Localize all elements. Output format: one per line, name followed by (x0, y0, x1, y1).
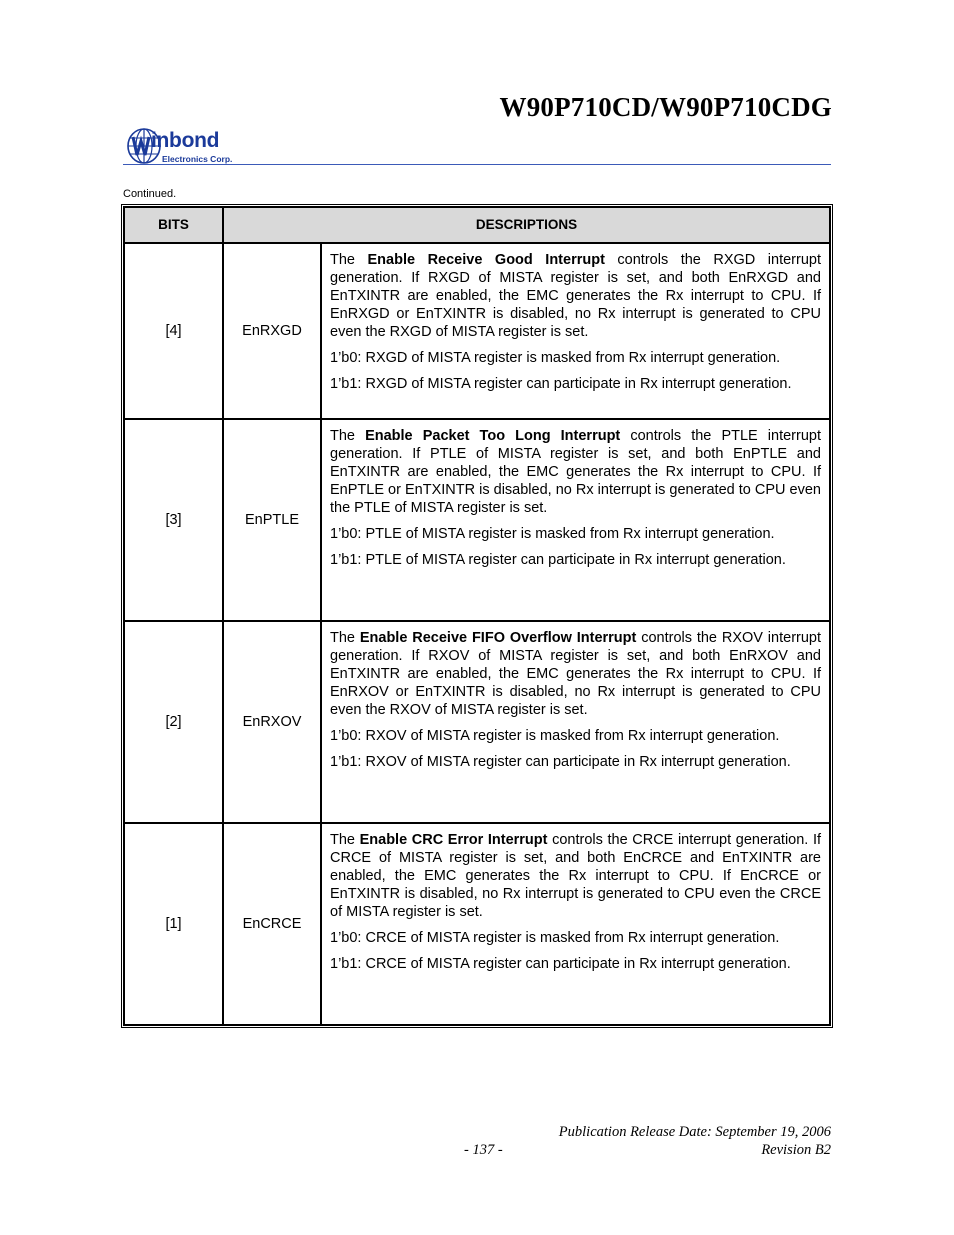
intro-bold: Enable Receive FIFO Overflow Interrupt (359, 630, 637, 646)
header-rule (123, 164, 831, 165)
table-header-row (124, 207, 830, 243)
field-description (321, 621, 830, 823)
value-0-description: 1’b0: CRCE of MISTA register is masked from Rx interrupt generation. (330, 930, 780, 946)
intro-prefix: The (330, 428, 366, 444)
bit-index: [1] (124, 823, 223, 1025)
document-title: W90P710CD/W90P710CDG (499, 92, 832, 122)
publication-date: Publication Release Date: September 19, 2006 (558, 1124, 831, 1140)
intro-rest: controls the PTLE interrupt generation. If PTLE of MISTA register is set, and both EnPTLE and EnTXINTR are enabled, the EMC generates the Rx interrupt to CPU. If EnPTLE or EnTXINTR is disabled, no Rx interrupt is generated to CPU even the PTLE of MISTA register is set. (330, 428, 822, 516)
field-name: EnRXGD (223, 243, 321, 419)
description-intro (330, 831, 821, 921)
logo-subtext: Electronics Corp. (162, 154, 233, 164)
table-row (124, 823, 830, 1025)
descriptions-header: DESCRIPTIONS (223, 207, 830, 243)
value-0-description: 1’b0: RXOV of MISTA register is masked from Rx interrupt generation. (330, 728, 780, 744)
description-intro (330, 251, 821, 341)
bits-header: BITS (124, 207, 223, 243)
value-1-description: 1’b1: CRCE of MISTA register can participate in Rx interrupt generation. (330, 956, 791, 972)
description-intro (330, 427, 821, 517)
bit-index: [4] (124, 243, 223, 419)
value-0-description: 1’b0: RXGD of MISTA register is masked from Rx interrupt generation. (330, 350, 781, 366)
field-name: EnCRCE (223, 823, 321, 1025)
value-1-description: 1’b1: RXGD of MISTA register can participate in Rx interrupt generation. (330, 376, 792, 392)
page-number: - 137 - (464, 1142, 503, 1158)
value-0-description: 1’b0: PTLE of MISTA register is masked from Rx interrupt generation. (330, 526, 775, 542)
field-description (321, 419, 830, 621)
description-intro (330, 629, 821, 719)
bit-index: [3] (124, 419, 223, 621)
field-name: EnRXOV (223, 621, 321, 823)
bit-index: [2] (124, 621, 223, 823)
intro-bold: Enable CRC Error Interrupt (359, 832, 548, 848)
value-1-description: 1’b1: RXOV of MISTA register can participate in Rx interrupt generation. (330, 754, 791, 770)
winbond-logo (127, 126, 257, 166)
field-name: EnPTLE (223, 419, 321, 621)
intro-prefix: The (330, 832, 360, 848)
intro-rest: controls the RXGD interrupt generation. If RXGD of MISTA register is set, and both EnRXGD and EnTXINTR are enabled, the EMC generates the Rx interrupt to CPU. If EnRXGD or EnTXINTR is disabled, no Rx interrupt is generated to CPU even the RXGD of MISTA register is set. (330, 252, 821, 340)
table-row (124, 243, 830, 419)
continued-note: Continued. (123, 188, 177, 200)
footer-right (559, 1123, 831, 1159)
intro-bold: Enable Packet Too Long Interrupt (365, 428, 621, 444)
intro-rest: controls the CRCE interrupt generation. If CRCE of MISTA register is set, and both EnCRCE and EnTXINTR are enabled, the EMC generates the Rx interrupt to CPU. If EnCRCE or EnTXINTR is disabled, no Rx interrupt is generated to CPU even the CRCE of MISTA register is set. (330, 832, 822, 920)
table-row (124, 419, 830, 621)
register-table (123, 206, 831, 1026)
field-description (321, 243, 830, 419)
revision: Revision B2 (761, 1142, 831, 1158)
logo-wordmark: inbond (151, 129, 220, 152)
intro-rest: controls the RXOV interrupt generation. If RXOV of MISTA register is set, and both EnRXOV and EnTXINTR are enabled, the EMC generates the Rx interrupt to CPU. If EnRXOV or EnTXINTR is disabled, no Rx interrupt is generated to CPU even the RXOV of MISTA register is set. (330, 630, 822, 718)
intro-prefix: The (330, 630, 360, 646)
value-1-description: 1’b1: PTLE of MISTA register can participate in Rx interrupt generation. (330, 552, 786, 568)
field-description (321, 823, 830, 1025)
intro-bold: Enable Receive Good Interrupt (367, 252, 605, 268)
intro-prefix: The (330, 252, 368, 268)
table-row (124, 621, 830, 823)
